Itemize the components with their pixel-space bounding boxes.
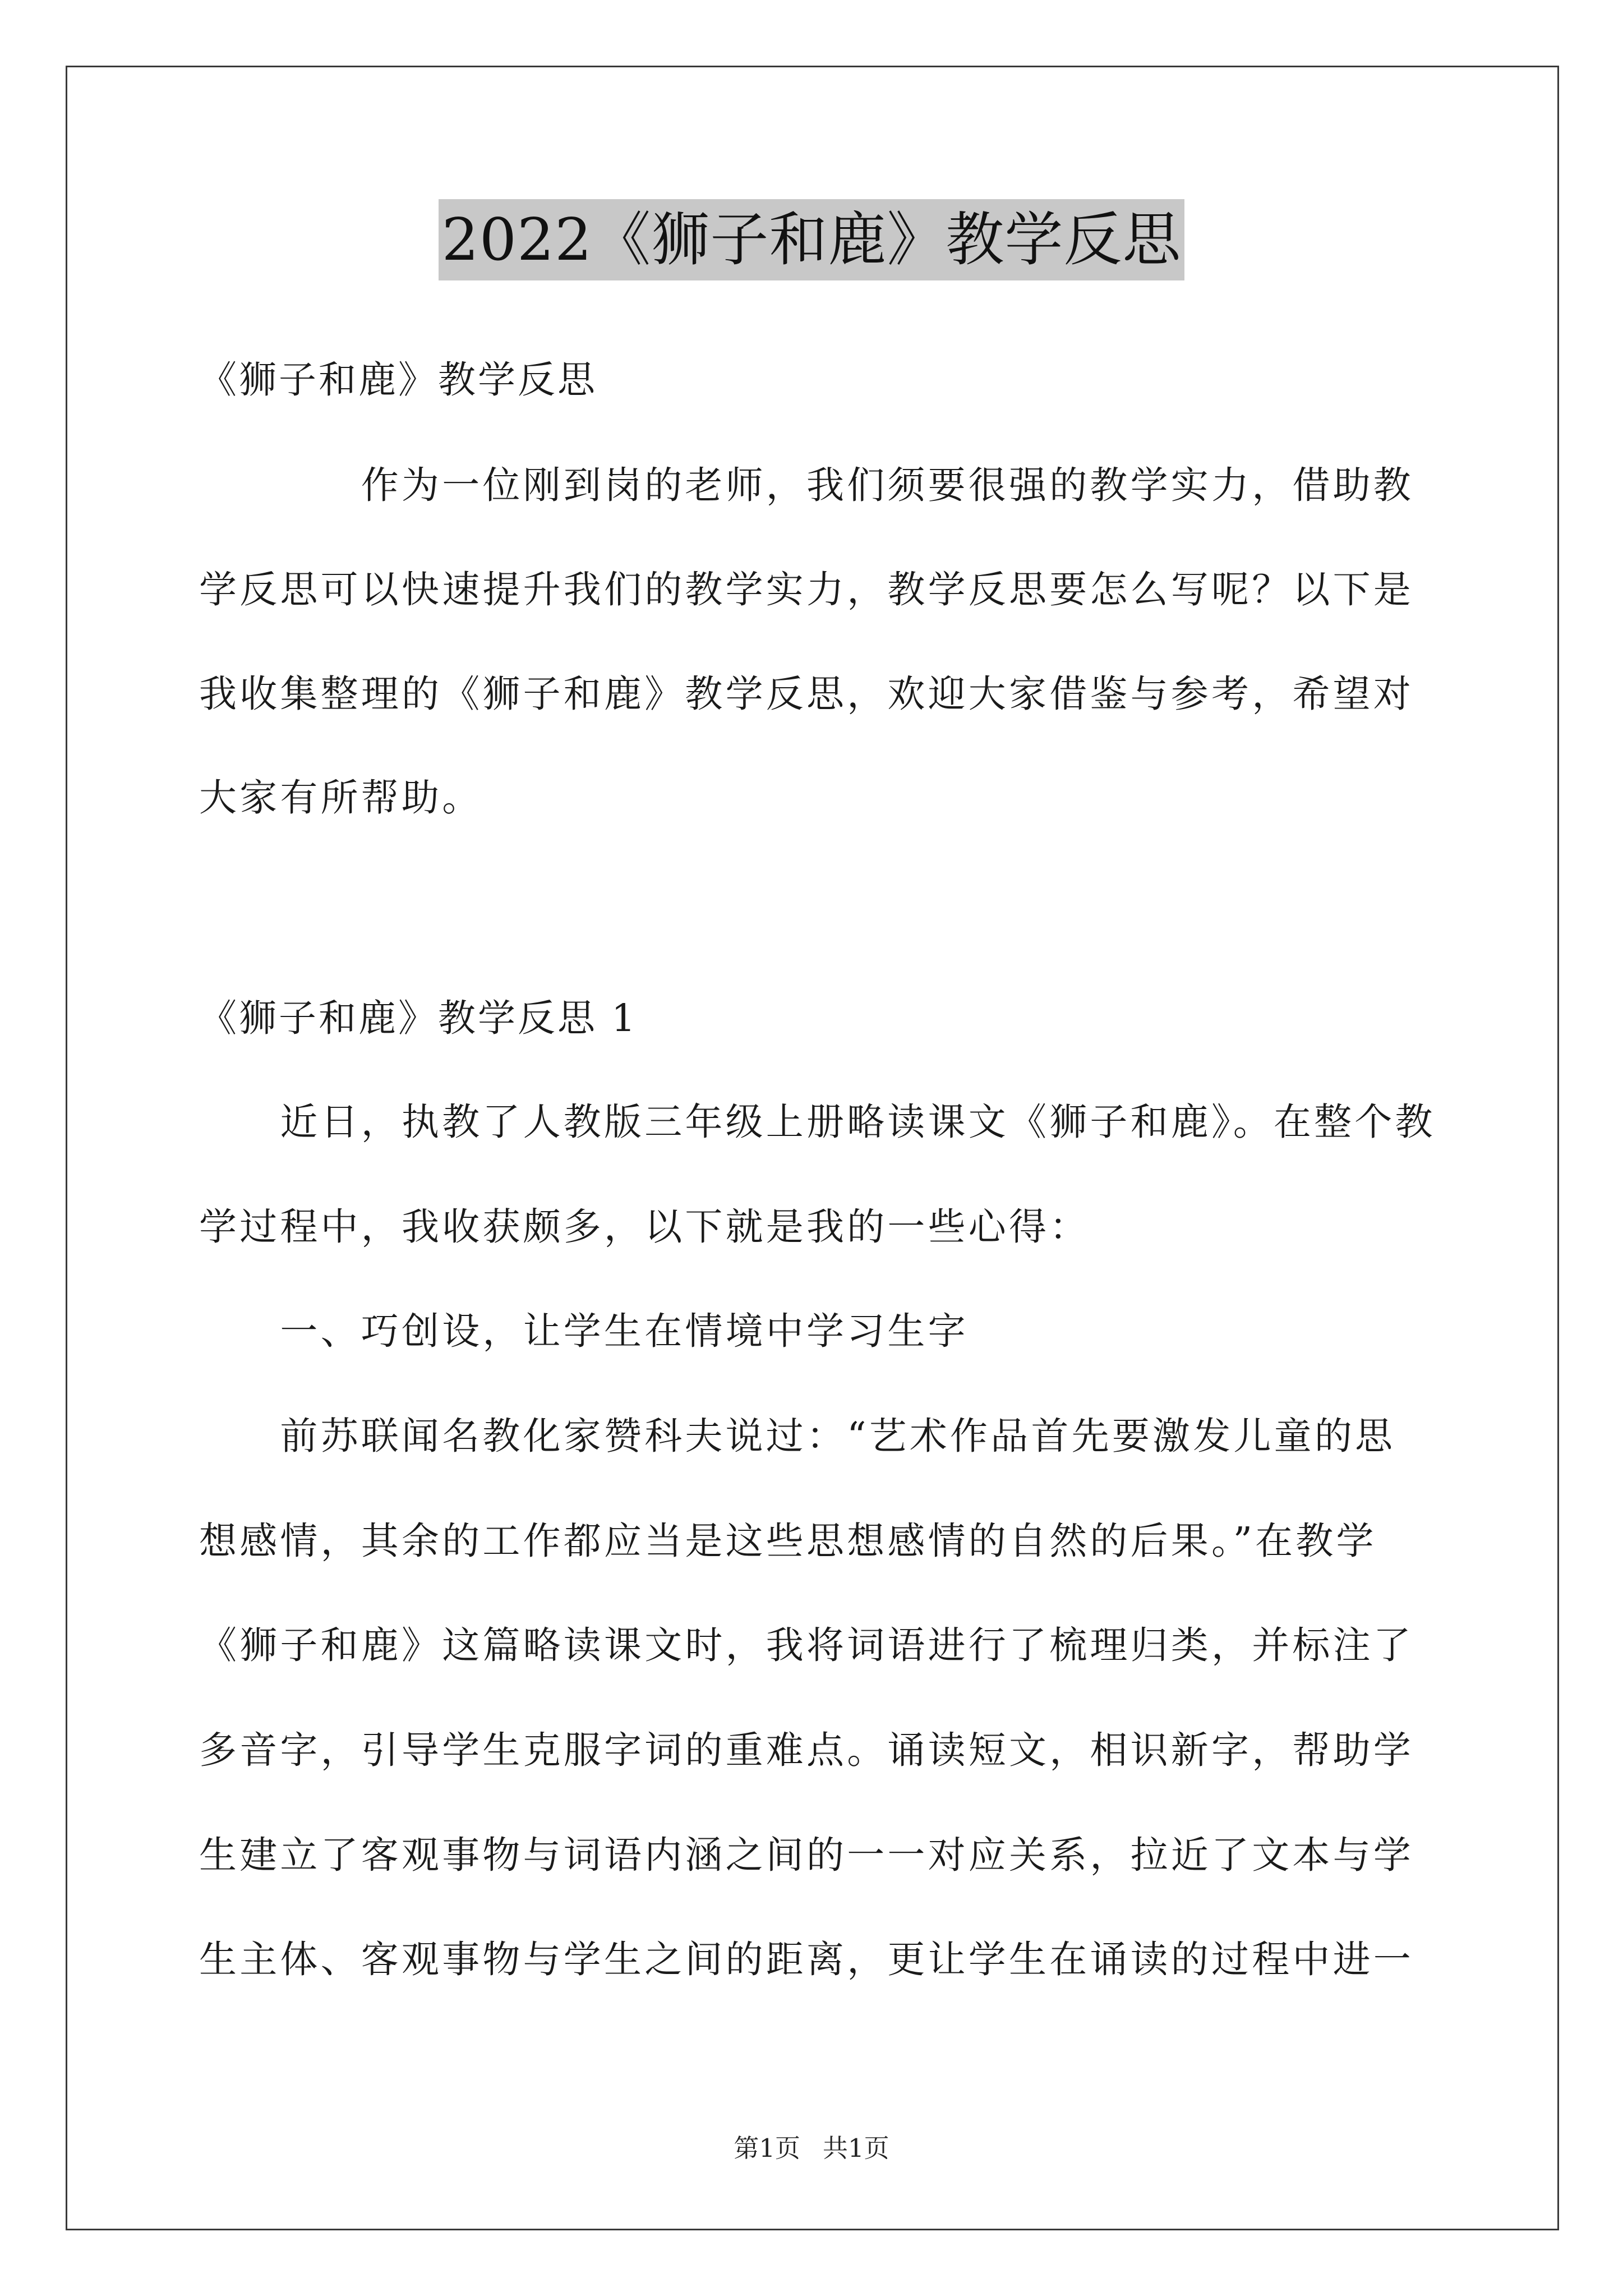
body-line: 一、巧创设，让学生在情境中学习生字	[199, 1309, 969, 1353]
document-title: 2022《狮子和鹿》教学反思	[439, 199, 1185, 280]
body-line: 多音字，引导学生克服字词的重难点。诵读短文，相识新字，帮助学	[199, 1728, 1414, 1772]
body-line: 学过程中，我收获颇多，以下就是我的一些心得：	[199, 1205, 1090, 1249]
body-line: 《狮子和鹿》这篇略读课文时，我将词语进行了梳理归类，并标注了	[199, 1623, 1414, 1667]
body-line: 我收集整理的《狮子和鹿》教学反思，欢迎大家借鉴与参考，希望对	[199, 672, 1414, 716]
body-line: 前苏联闻名教化家赞科夫说过：“艺术作品首先要激发儿童的思	[199, 1414, 1396, 1458]
body-line: 学反思可以快速提升我们的教学实力，教学反思要怎么写呢？以下是	[199, 568, 1414, 611]
body-line: 想感情，其余的工作都应当是这些思想感情的自然的后果。”在教学	[199, 1519, 1377, 1563]
body-line: 生主体、客观事物与学生之间的距离，更让学生在诵读的过程中进一	[199, 1938, 1414, 1981]
page-number: 第1页	[734, 2133, 800, 2163]
body-line: 大家有所帮助。	[199, 776, 483, 820]
section-heading: 《狮子和鹿》教学反思 1	[199, 996, 638, 1040]
body-line: 生建立了客观事物与词语内涵之间的一一对应关系，拉近了文本与学	[199, 1833, 1414, 1877]
title-container	[0, 199, 1623, 280]
intro-heading: 《狮子和鹿》教学反思	[199, 358, 597, 402]
body-line: 作为一位刚到岗的老师，我们须要很强的教学实力，借助教	[199, 463, 1414, 507]
page-total: 共1页	[823, 2133, 889, 2163]
page-footer	[0, 2132, 1623, 2165]
body-line: 近日，执教了人教版三年级上册略读课文《狮子和鹿》。在整个教	[199, 1100, 1436, 1144]
